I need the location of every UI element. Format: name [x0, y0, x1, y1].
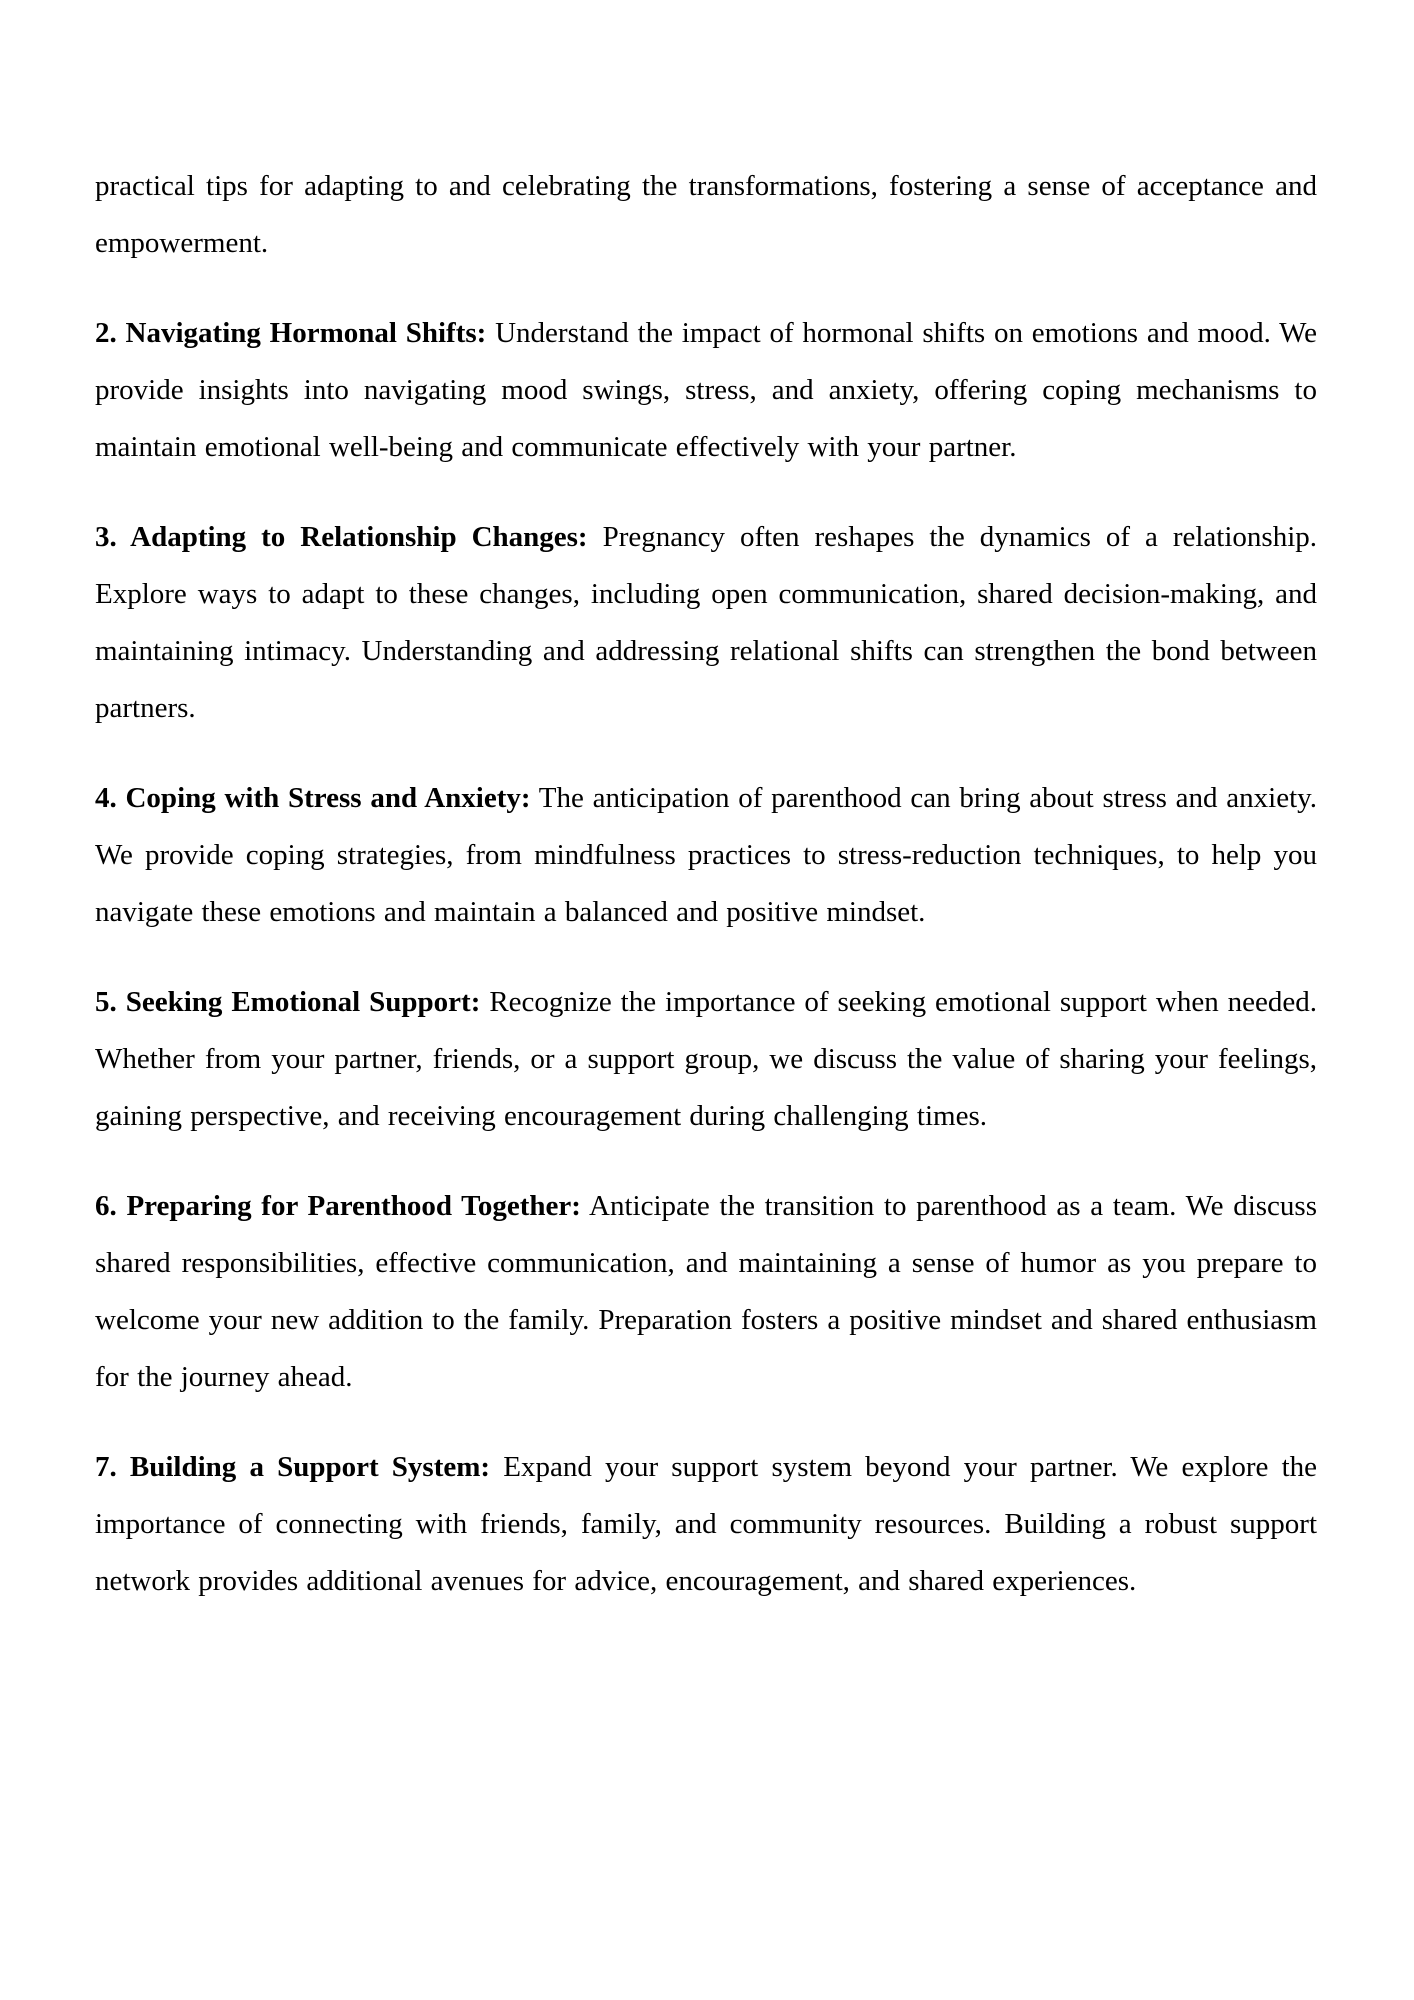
section-body: Pregnancy often reshapes the dynamics of a relationship. Explore ways to adapt to these changes, including open communication, shared decision-making, and maintaining intimacy. Understanding and addressing relational shifts can strengthen the bond between partners.	[95, 521, 1317, 724]
section-paragraph-2	[95, 305, 1317, 476]
section-paragraph-6	[95, 1178, 1317, 1406]
section-label: 4. Coping with Stress and Anxiety:	[95, 782, 531, 814]
section-paragraph-5	[95, 974, 1317, 1145]
section-paragraph-3	[95, 509, 1317, 737]
section-label: 6. Preparing for Parenthood Together:	[95, 1190, 581, 1222]
section-paragraph-7	[95, 1439, 1317, 1610]
section-label: 5. Seeking Emotional Support:	[95, 986, 481, 1018]
paragraph-body: practical tips for adapting to and celebrating the transformations, fostering a sense of acceptance and empowerment.	[95, 170, 1317, 259]
section-paragraph-4	[95, 770, 1317, 941]
section-label: 2. Navigating Hormonal Shifts:	[95, 317, 487, 349]
section-body: Anticipate the transition to parenthood as a team. We discuss shared responsibilities, effective communication, and maintaining a sense of humor as you prepare to welcome your new addition to the family. Preparation fosters a positive mindset and shared enthusiasm for the journey ahead.	[95, 1190, 1317, 1393]
section-label: 7. Building a Support System:	[95, 1451, 491, 1483]
section-label: 3. Adapting to Relationship Changes:	[95, 521, 588, 553]
continuation-paragraph	[95, 158, 1317, 272]
section-body: The anticipation of parenthood can bring about stress and anxiety. We provide coping strategies, from mindfulness practices to stress-reduction techniques, to help you navigate these emotions and maintain a balanced and positive mindset.	[95, 782, 1318, 928]
section-body: Expand your support system beyond your partner. We explore the importance of connecting with friends, family, and community resources. Building a robust support network provides additional avenues for advice, encouragement, and shared experiences.	[95, 1451, 1317, 1597]
section-body: Recognize the importance of seeking emotional support when needed. Whether from your partner, friends, or a support group, we discuss the value of sharing your feelings, gaining perspective, and receiving encouragement during challenging times.	[95, 986, 1317, 1132]
section-body: Understand the impact of hormonal shifts on emotions and mood. We provide insights into navigating mood swings, stress, and anxiety, offering coping mechanisms to maintain emotional well-being and communicate effectively with your partner.	[95, 317, 1318, 463]
